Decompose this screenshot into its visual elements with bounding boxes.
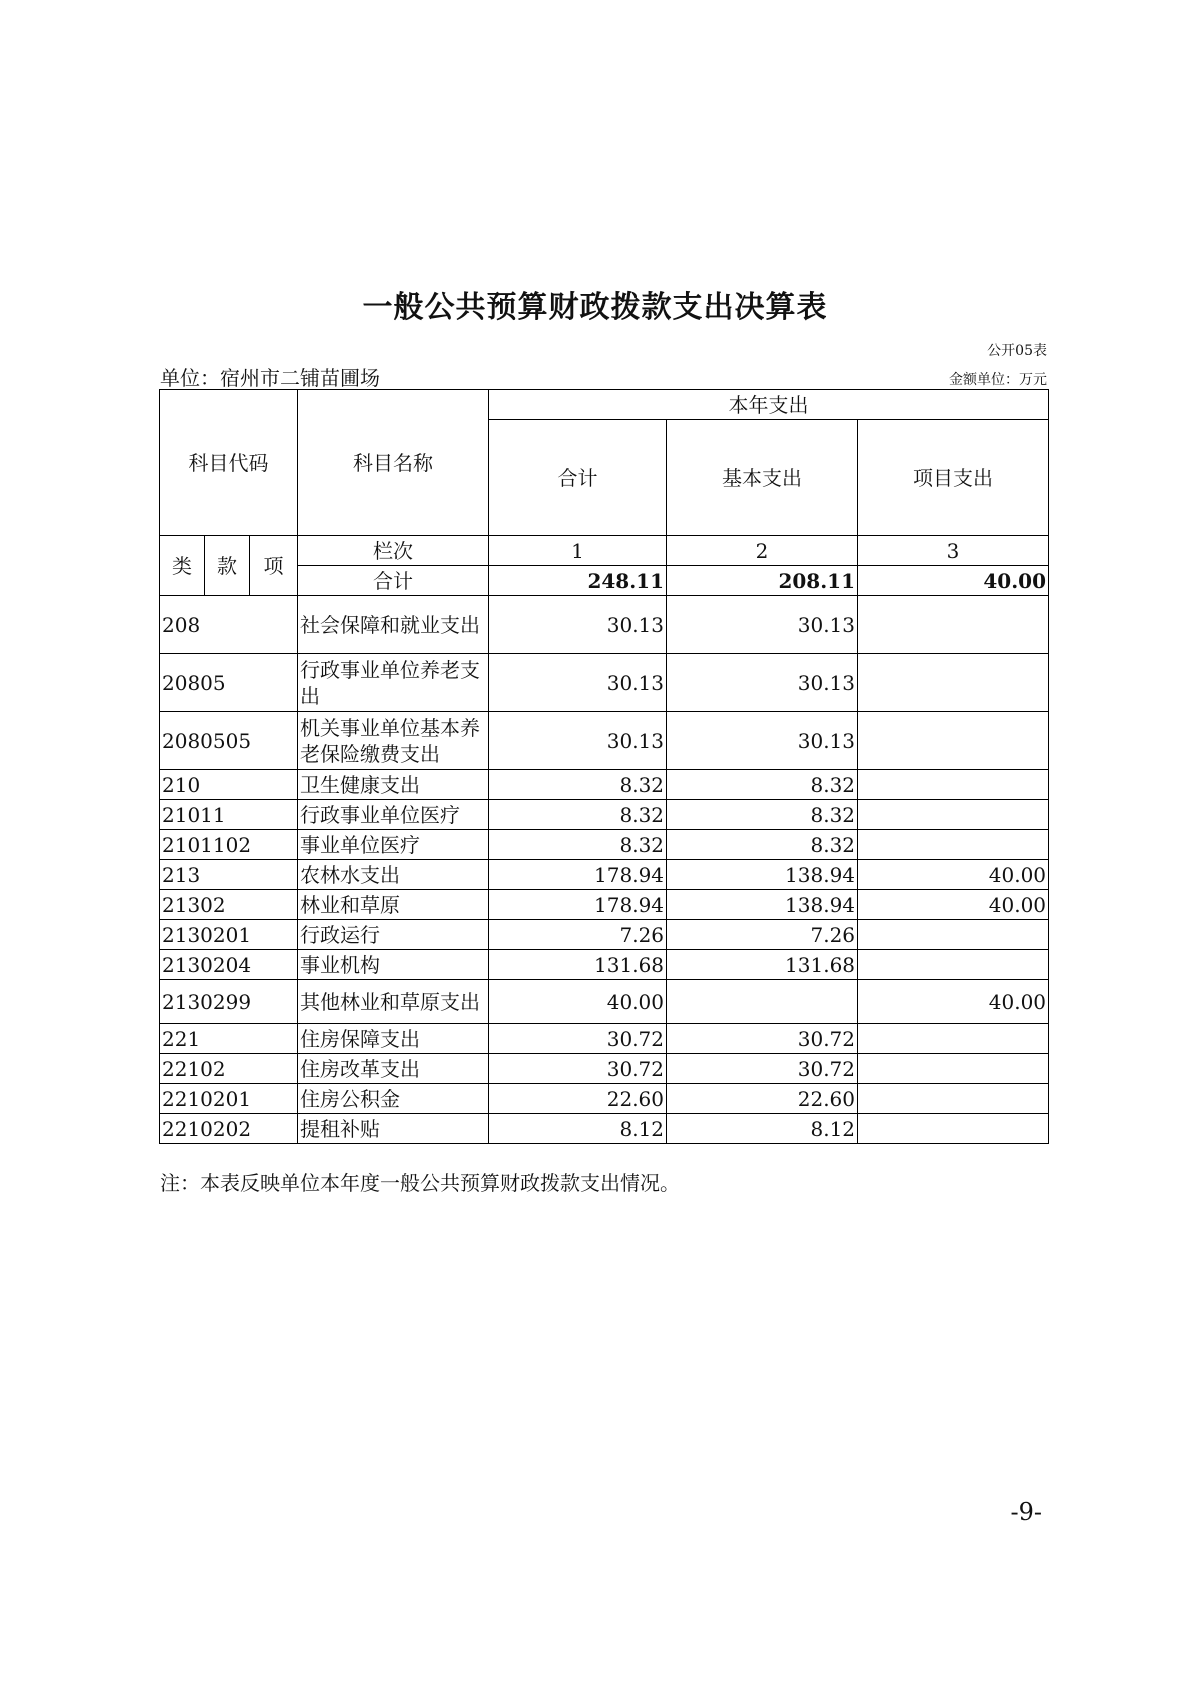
row-basic: 138.94: [667, 860, 858, 890]
table-body: [160, 390, 1049, 1144]
row-basic: 8.32: [667, 800, 858, 830]
row-basic: 30.13: [667, 596, 858, 654]
column-order-label: 栏次: [298, 536, 489, 566]
row-project: [858, 800, 1049, 830]
table-row: [160, 920, 1049, 950]
row-total: 30.72: [489, 1024, 667, 1054]
row-basic: 30.13: [667, 712, 858, 770]
row-total: 178.94: [489, 890, 667, 920]
row-name: 住房改革支出: [298, 1054, 489, 1084]
unit-label: 单位：宿州市二铺苗圃场: [160, 366, 380, 390]
row-project: [858, 654, 1049, 712]
row-code: 213: [160, 860, 298, 890]
row-name: 行政运行: [298, 920, 489, 950]
row-basic: 8.32: [667, 770, 858, 800]
row-project: [858, 770, 1049, 800]
row-code: 208: [160, 596, 298, 654]
column-order-1: 1: [489, 536, 667, 566]
row-name: 农林水支出: [298, 860, 489, 890]
row-name: 机关事业单位基本养老保险缴费支出: [298, 712, 489, 770]
row-code: 2210201: [160, 1084, 298, 1114]
table-row: [160, 950, 1049, 980]
table-row: [160, 1114, 1049, 1144]
total-label: 合计: [298, 566, 489, 596]
row-name: 住房公积金: [298, 1084, 489, 1114]
total-basic: 208.11: [667, 566, 858, 596]
row-total: 7.26: [489, 920, 667, 950]
money-unit-label: 金额单位：万元: [949, 372, 1047, 388]
table-row: [160, 890, 1049, 920]
table-row: [160, 800, 1049, 830]
row-project: [858, 1084, 1049, 1114]
row-basic: 30.72: [667, 1024, 858, 1054]
table-note: 注：本表反映单位本年度一般公共预算财政拨款支出情况。: [160, 1171, 680, 1195]
table-row: [160, 596, 1049, 654]
row-basic: 30.13: [667, 654, 858, 712]
row-project: [858, 1054, 1049, 1084]
row-total: 30.72: [489, 1054, 667, 1084]
row-name: 事业单位医疗: [298, 830, 489, 860]
row-basic: 30.72: [667, 1054, 858, 1084]
row-code: 21302: [160, 890, 298, 920]
row-code: 2210202: [160, 1114, 298, 1144]
row-project: 40.00: [858, 860, 1049, 890]
column-order-2: 2: [667, 536, 858, 566]
row-basic: 8.32: [667, 830, 858, 860]
expenditure-table: [159, 389, 1049, 1144]
row-name: 社会保障和就业支出: [298, 596, 489, 654]
row-project: [858, 596, 1049, 654]
table-row: [160, 830, 1049, 860]
total-sum: 248.11: [489, 566, 667, 596]
table-row: [160, 1084, 1049, 1114]
row-total: 30.13: [489, 654, 667, 712]
table-row: [160, 860, 1049, 890]
header-year-expense: 本年支出: [489, 390, 1049, 420]
row-basic: 138.94: [667, 890, 858, 920]
row-total: 30.13: [489, 596, 667, 654]
row-total: 8.32: [489, 770, 667, 800]
row-code: 221: [160, 1024, 298, 1054]
row-name: 行政事业单位医疗: [298, 800, 489, 830]
row-name: 卫生健康支出: [298, 770, 489, 800]
row-total: 131.68: [489, 950, 667, 980]
row-code: 2130204: [160, 950, 298, 980]
row-total: 8.12: [489, 1114, 667, 1144]
row-name: 行政事业单位养老支出: [298, 654, 489, 712]
header-project: 项目支出: [858, 420, 1049, 536]
table-row: [160, 712, 1049, 770]
header-total: 合计: [489, 420, 667, 536]
table-row: [160, 980, 1049, 1024]
header-row-1: [160, 390, 1049, 420]
header-name: 科目名称: [298, 390, 489, 536]
row-name: 林业和草原: [298, 890, 489, 920]
row-name: 提租补贴: [298, 1114, 489, 1144]
row-project: 40.00: [858, 980, 1049, 1024]
row-project: [858, 1024, 1049, 1054]
row-name: 住房保障支出: [298, 1024, 489, 1054]
row-project: [858, 920, 1049, 950]
row-code: 2101102: [160, 830, 298, 860]
column-order-3: 3: [858, 536, 1049, 566]
header-kuan: 款: [205, 536, 250, 596]
row-basic: 22.60: [667, 1084, 858, 1114]
row-code: 2080505: [160, 712, 298, 770]
page-number: -9-: [1010, 1498, 1042, 1526]
row-total: 30.13: [489, 712, 667, 770]
row-project: 40.00: [858, 890, 1049, 920]
table-row: [160, 770, 1049, 800]
row-code: 2130299: [160, 980, 298, 1024]
row-total: 8.32: [489, 830, 667, 860]
row-code: 21011: [160, 800, 298, 830]
page-title: 一般公共预算财政拨款支出决算表: [362, 290, 828, 325]
row-code: 210: [160, 770, 298, 800]
row-project: [858, 712, 1049, 770]
row-project: [858, 1114, 1049, 1144]
row-basic: 131.68: [667, 950, 858, 980]
row-total: 40.00: [489, 980, 667, 1024]
table-row: [160, 1054, 1049, 1084]
row-total: 22.60: [489, 1084, 667, 1114]
row-name: 其他林业和草原支出: [298, 980, 489, 1024]
header-basic: 基本支出: [667, 420, 858, 536]
table-row: [160, 654, 1049, 712]
row-total: 8.32: [489, 800, 667, 830]
row-basic: 7.26: [667, 920, 858, 950]
row-name: 事业机构: [298, 950, 489, 980]
form-number: 公开05表: [987, 343, 1047, 359]
row-basic: [667, 980, 858, 1024]
table-row: [160, 1024, 1049, 1054]
row-project: [858, 830, 1049, 860]
row-code: 22102: [160, 1054, 298, 1084]
row-project: [858, 950, 1049, 980]
header-code: 科目代码: [160, 390, 298, 536]
total-project: 40.00: [858, 566, 1049, 596]
header-lei: 类: [160, 536, 205, 596]
row-total: 178.94: [489, 860, 667, 890]
row-code: 20805: [160, 654, 298, 712]
column-order-row: [160, 536, 1049, 566]
row-code: 2130201: [160, 920, 298, 950]
row-basic: 8.12: [667, 1114, 858, 1144]
header-xiang: 项: [250, 536, 298, 596]
